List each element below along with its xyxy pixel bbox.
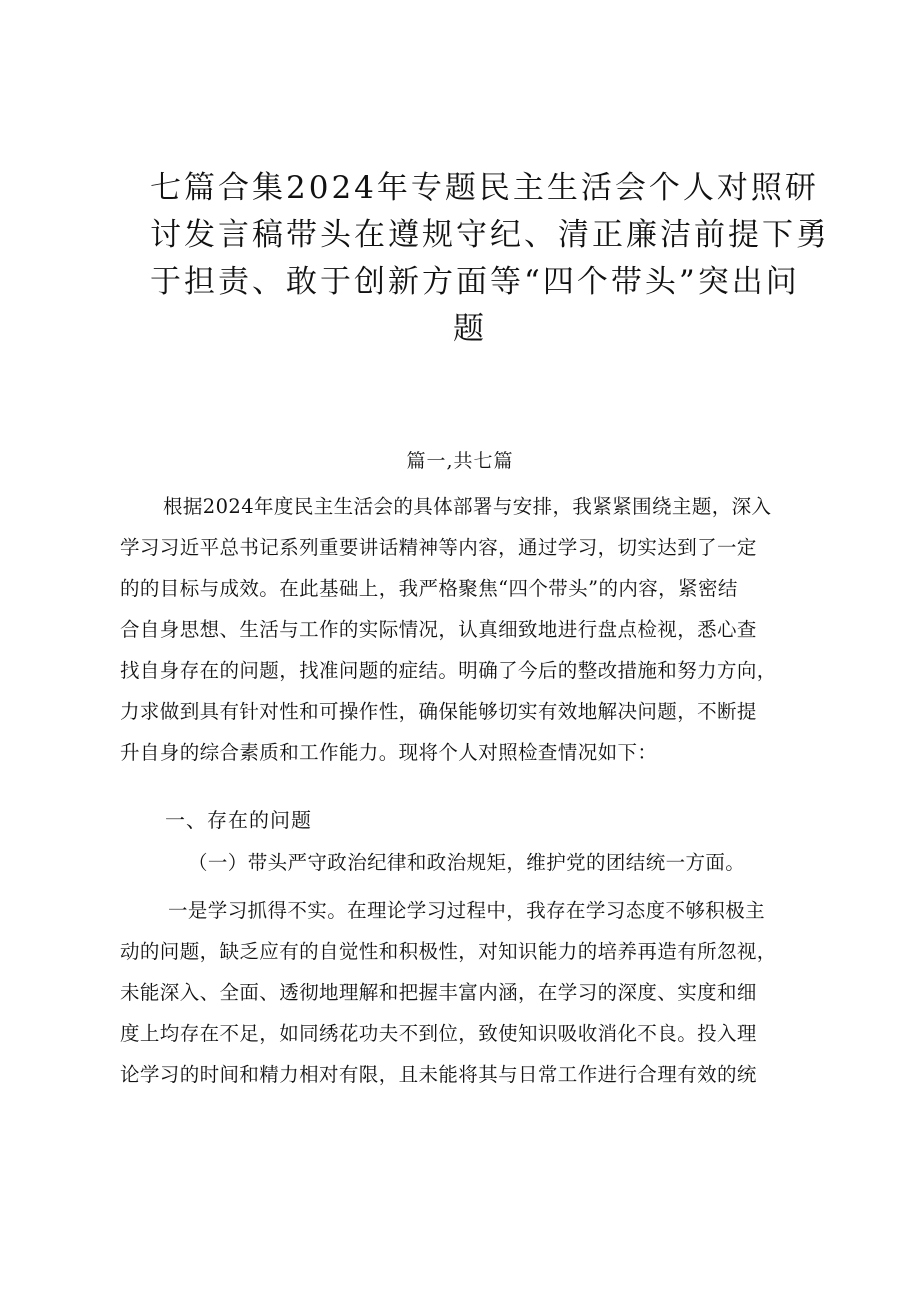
paragraph-line: 论学习的时间和精力相对有限，且未能将其与日常工作进行合理有效的统 xyxy=(120,1063,757,1086)
paragraph-line: 合自身思想、生活与工作的实际情况，认真细致地进行盘点检视，悉心查 xyxy=(120,618,757,641)
document-title xyxy=(150,165,830,353)
title-line: 题 xyxy=(453,311,487,347)
intro-paragraph xyxy=(120,486,810,773)
title-line: 讨发言稿带头在遵规守纪、清正廉洁前提下勇 xyxy=(150,217,830,253)
section-heading: 一、存在的问题 xyxy=(165,808,312,832)
paragraph-line: 力求做到具有针对性和可操作性，确保能够切实有效地解决问题，不断提 xyxy=(120,700,757,723)
paragraph-line: 度上均存在不足，如同绣花功夫不到位，致使知识吸收消化不良。投入理 xyxy=(120,1022,757,1045)
title-line: 七篇合集2024年专题民主生活会个人对照研 xyxy=(150,170,819,206)
paragraph-line: 根据2024年度民主生活会的具体部署与安排，我紧紧围绕主题，深入 xyxy=(163,495,772,518)
paragraph-line: 的的目标与成效。在此基础上，我严格聚焦“四个带头”的内容，紧密结 xyxy=(120,577,738,600)
paragraph-line: 升自身的综合素质和工作能力。现将个人对照检查情况如下： xyxy=(120,741,658,764)
point-paragraph xyxy=(120,890,810,1095)
sub-heading: （一）带头严守政治纪律和政治规矩，维护党的团结统一方面。 xyxy=(188,851,746,874)
paragraph-line: 找自身存在的问题，找准问题的症结。明确了今后的整改措施和努力方向， xyxy=(120,659,777,682)
title-line: 于担责、敢于创新方面等“四个带头”突出问 xyxy=(150,264,800,300)
paragraph-line: 一是学习抓得不实。在理论学习过程中，我存在学习态度不够积极主 xyxy=(168,899,766,922)
paragraph-line: 学习习近平总书记系列重要讲话精神等内容，通过学习，切实达到了一定 xyxy=(120,536,757,559)
paragraph-line: 动的问题，缺乏应有的自觉性和积极性，对知识能力的培养再造有所忽视， xyxy=(120,940,777,963)
document-subtitle: 篇一,共七篇 xyxy=(406,450,514,472)
paragraph-line: 未能深入、全面、透彻地理解和把握丰富内涵，在学习的深度、实度和细 xyxy=(120,981,757,1004)
